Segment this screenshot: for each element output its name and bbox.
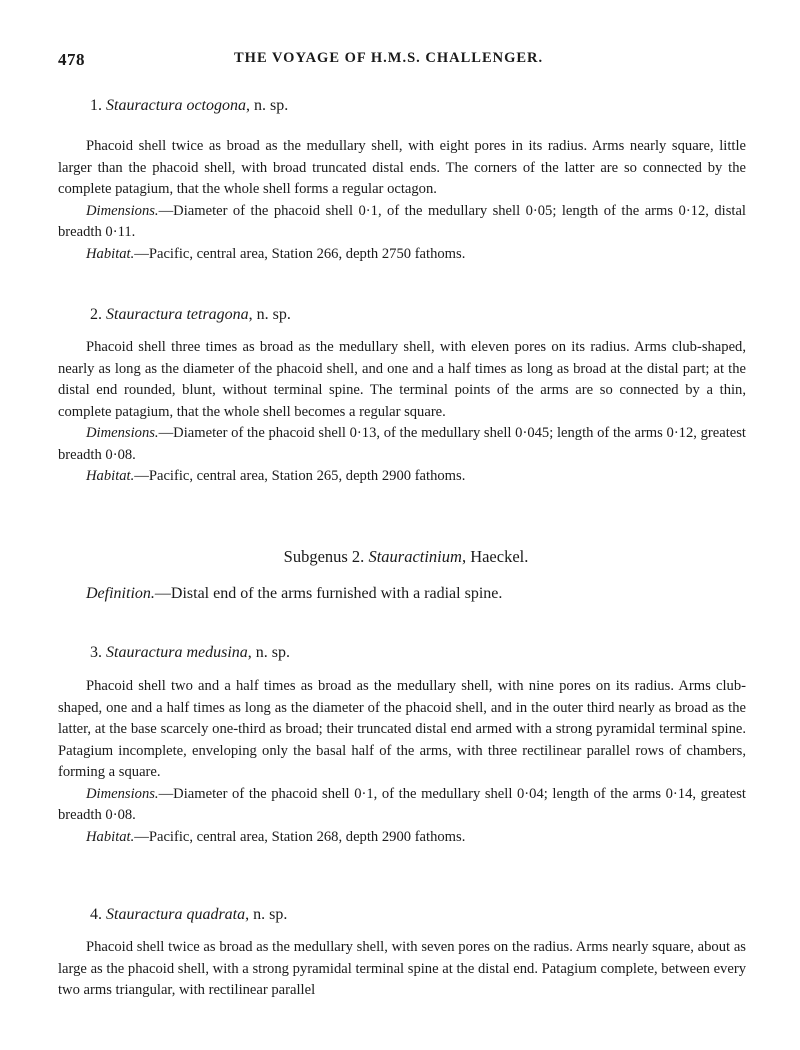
species-3 (58, 642, 746, 664)
subgenus-definition (58, 583, 746, 605)
species-heading (58, 304, 746, 326)
dimensions-label: Dimensions. (86, 202, 159, 219)
species-2 (58, 304, 746, 326)
species-description: Phacoid shell three times as broad as the medullary shell, with eleven pores on its radius. Arms club-shaped, nearly as long as the diameter of the phacoid shell, and one and a half times as long as broad at the distal part; at the distal end rounded, blunt, without terminal spine. The terminal points of the arms are so connected by a thin, complete patagium, that the whole shell becomes a regular square. (58, 339, 746, 420)
species-heading (58, 904, 746, 926)
habitat-paragraph (58, 244, 746, 266)
species-number: 2. (90, 306, 102, 323)
species-suffix: , n. sp. (246, 97, 289, 114)
habitat-text: —Pacific, central area, Station 266, depth 2750 fathoms. (134, 245, 466, 262)
species-description: Phacoid shell twice as broad as the medullary shell, with seven pores on the radius. Arms nearly square, about as large as the phacoid shell, with a strong pyramidal terminal spine at the distal end. Patagium complete, between every two arms triangular, with rectilinear parallel (58, 939, 746, 998)
species-4-body (58, 937, 746, 1002)
habitat-paragraph (58, 827, 746, 849)
species-heading (58, 642, 746, 664)
dimensions-label: Dimensions. (86, 785, 159, 802)
species-number: 1. (90, 97, 102, 114)
dimensions-label: Dimensions. (86, 425, 159, 441)
definition-text: —Distal end of the arms furnished with a radial spine. (154, 585, 503, 602)
species-description: Phacoid shell two and a half times as broad as the medullary shell, with nine pores on its radius. Arms club-shaped, one and a half times as long as the diameter of the phacoid shell, and in the outer third nearly as broad as the latter, at the base scarcely one-third as broad; their truncated distal end armed with a strong pyramidal terminal spine. Patagium incomplete, enveloping only the basal half of the arms, with three rectilinear parallel rows of chambers, forming a square. (58, 678, 746, 780)
species-number: 3. (90, 644, 102, 661)
subgenus-name: Stauractinium (368, 547, 462, 566)
habitat-label: Habitat. (86, 468, 135, 484)
habitat-label: Habitat. (86, 828, 135, 845)
dimensions-paragraph (58, 201, 746, 244)
species-1 (58, 95, 746, 117)
species-name: Stauractura medusina (106, 644, 248, 661)
dimensions-paragraph (58, 423, 746, 466)
species-suffix: , n. sp. (245, 906, 288, 923)
species-name: Stauractura tetragona (106, 306, 249, 323)
species-name: Stauractura octogona (106, 97, 246, 114)
definition-label: Definition. (86, 585, 155, 602)
dimensions-text: —Diameter of the phacoid shell 0·13, of the medullary shell 0·045; length of the arms 0·12, greatest breadth 0·08. (58, 425, 746, 463)
species-1-body (58, 136, 746, 265)
species-description: Phacoid shell twice as broad as the medullary shell, with eight pores in its radius. Arms nearly square, little larger than the phacoid shell, with broad truncated distal ends. The corners of the latter are so connected by the complete patagium, that the whole shell forms a regular octagon. (58, 138, 746, 197)
species-number: 4. (90, 906, 102, 923)
page-number: 478 (58, 50, 85, 69)
habitat-label: Habitat. (86, 245, 135, 262)
dimensions-text: —Diameter of the phacoid shell 0·1, of the medullary shell 0·05; length of the arms 0·12, distal breadth 0·11. (58, 202, 746, 240)
species-suffix: , n. sp. (248, 306, 291, 323)
species-suffix: , n. sp. (247, 644, 291, 661)
habitat-text: —Pacific, central area, Station 265, depth 2900 fathoms. (134, 468, 466, 484)
species-4 (58, 904, 746, 926)
species-2-body (58, 337, 746, 488)
subgenus-prefix: Subgenus 2. (283, 547, 369, 566)
habitat-text: —Pacific, central area, Station 268, depth 2900 fathoms. (134, 828, 466, 845)
species-heading (58, 95, 746, 117)
species-name: Stauractura quadrata (106, 906, 246, 923)
subgenus-heading (58, 546, 746, 568)
species-3-body (58, 676, 746, 848)
dimensions-paragraph (58, 784, 746, 827)
dimensions-text: —Diameter of the phacoid shell 0·1, of the medullary shell 0·04; length of the arms 0·14, greatest breadth 0·08. (58, 785, 746, 823)
journal-title: THE VOYAGE OF H.M.S. CHALLENGER. (234, 50, 544, 66)
habitat-paragraph (58, 466, 746, 488)
subgenus-author: , Haeckel. (461, 547, 529, 566)
